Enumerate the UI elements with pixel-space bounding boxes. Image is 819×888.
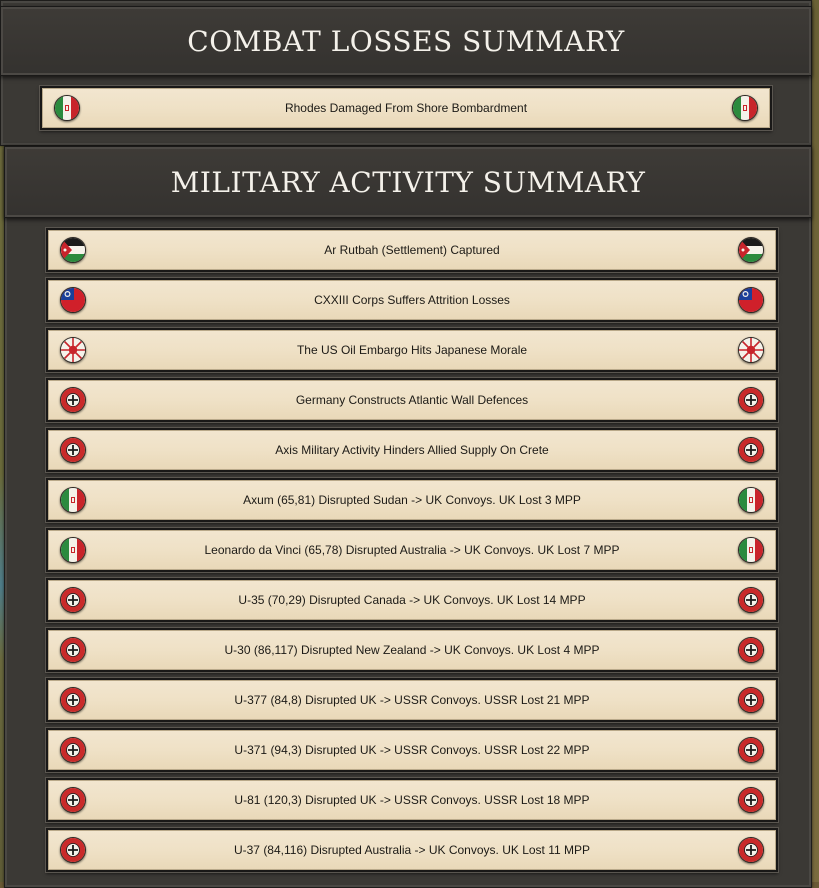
italy-flag-icon[interactable] <box>60 487 86 513</box>
event-row-1[interactable] <box>46 228 778 272</box>
iraq-flag-icon[interactable] <box>60 237 86 263</box>
germany-flag-icon[interactable] <box>60 437 86 463</box>
event-text: Leonardo da Vinci (65,78) Disrupted Australia -> UK Convoys. UK Lost 7 MPP <box>204 543 620 557</box>
event-text: U-37 (84,116) Disrupted Australia -> UK Convoys. UK Lost 11 MPP <box>233 843 591 857</box>
event-row-9[interactable] <box>46 628 778 672</box>
event-row-8[interactable] <box>46 578 778 622</box>
event-row-1[interactable] <box>40 86 772 130</box>
event-text: Ar Rutbah (Settlement) Captured <box>324 243 500 257</box>
japan-flag-icon[interactable] <box>738 337 764 363</box>
military-activity-title: MILITARY ACTIVITY SUMMARY <box>170 166 646 199</box>
germany-flag-icon[interactable] <box>738 437 764 463</box>
germany-flag-icon[interactable] <box>60 387 86 413</box>
event-row-3[interactable] <box>46 328 778 372</box>
event-row-10[interactable] <box>46 678 778 722</box>
germany-flag-icon[interactable] <box>738 387 764 413</box>
germany-flag-icon[interactable] <box>738 587 764 613</box>
event-row-5[interactable] <box>46 428 778 472</box>
event-text: U-30 (86,117) Disrupted New Zealand -> UK Convoys. UK Lost 4 MPP <box>224 643 600 657</box>
event-text: CXXIII Corps Suffers Attrition Losses <box>314 293 510 307</box>
germany-flag-icon[interactable] <box>60 737 86 763</box>
event-row-2[interactable] <box>46 278 778 322</box>
germany-flag-icon[interactable] <box>60 687 86 713</box>
event-row-12[interactable] <box>46 778 778 822</box>
event-text: Axis Military Activity Hinders Allied Supply On Crete <box>275 443 549 457</box>
event-text: Germany Constructs Atlantic Wall Defences <box>295 393 529 407</box>
china-flag-icon[interactable] <box>60 287 86 313</box>
event-text: U-371 (94,3) Disrupted UK -> USSR Convoys. USSR Lost 22 MPP <box>234 743 590 757</box>
germany-flag-icon[interactable] <box>60 837 86 863</box>
china-flag-icon[interactable] <box>738 287 764 313</box>
military-activity-header <box>4 146 812 218</box>
combat-losses-title: COMBAT LOSSES SUMMARY <box>187 25 625 58</box>
event-text: The US Oil Embargo Hits Japanese Morale <box>296 343 528 357</box>
event-text: U-377 (84,8) Disrupted UK -> USSR Convoys. USSR Lost 21 MPP <box>234 693 590 707</box>
germany-flag-icon[interactable] <box>738 687 764 713</box>
event-text: U-35 (70,29) Disrupted Canada -> UK Convoys. UK Lost 14 MPP <box>238 593 586 607</box>
germany-flag-icon[interactable] <box>738 837 764 863</box>
germany-flag-icon[interactable] <box>738 737 764 763</box>
event-row-4[interactable] <box>46 378 778 422</box>
italy-flag-icon[interactable] <box>732 95 758 121</box>
event-row-11[interactable] <box>46 728 778 772</box>
event-text: Axum (65,81) Disrupted Sudan -> UK Convoys. UK Lost 3 MPP <box>243 493 581 507</box>
event-text: U-81 (120,3) Disrupted UK -> USSR Convoys. USSR Lost 18 MPP <box>234 793 590 807</box>
italy-flag-icon[interactable] <box>60 537 86 563</box>
iraq-flag-icon[interactable] <box>738 237 764 263</box>
japan-flag-icon[interactable] <box>60 337 86 363</box>
germany-flag-icon[interactable] <box>60 587 86 613</box>
germany-flag-icon[interactable] <box>60 637 86 663</box>
event-text: Rhodes Damaged From Shore Bombardment <box>284 101 528 115</box>
combat-losses-header <box>0 6 812 76</box>
italy-flag-icon[interactable] <box>738 487 764 513</box>
event-row-7[interactable] <box>46 528 778 572</box>
germany-flag-icon[interactable] <box>738 787 764 813</box>
event-row-6[interactable] <box>46 478 778 522</box>
italy-flag-icon[interactable] <box>54 95 80 121</box>
germany-flag-icon[interactable] <box>60 787 86 813</box>
italy-flag-icon[interactable] <box>738 537 764 563</box>
event-row-13[interactable] <box>46 828 778 872</box>
germany-flag-icon[interactable] <box>738 637 764 663</box>
